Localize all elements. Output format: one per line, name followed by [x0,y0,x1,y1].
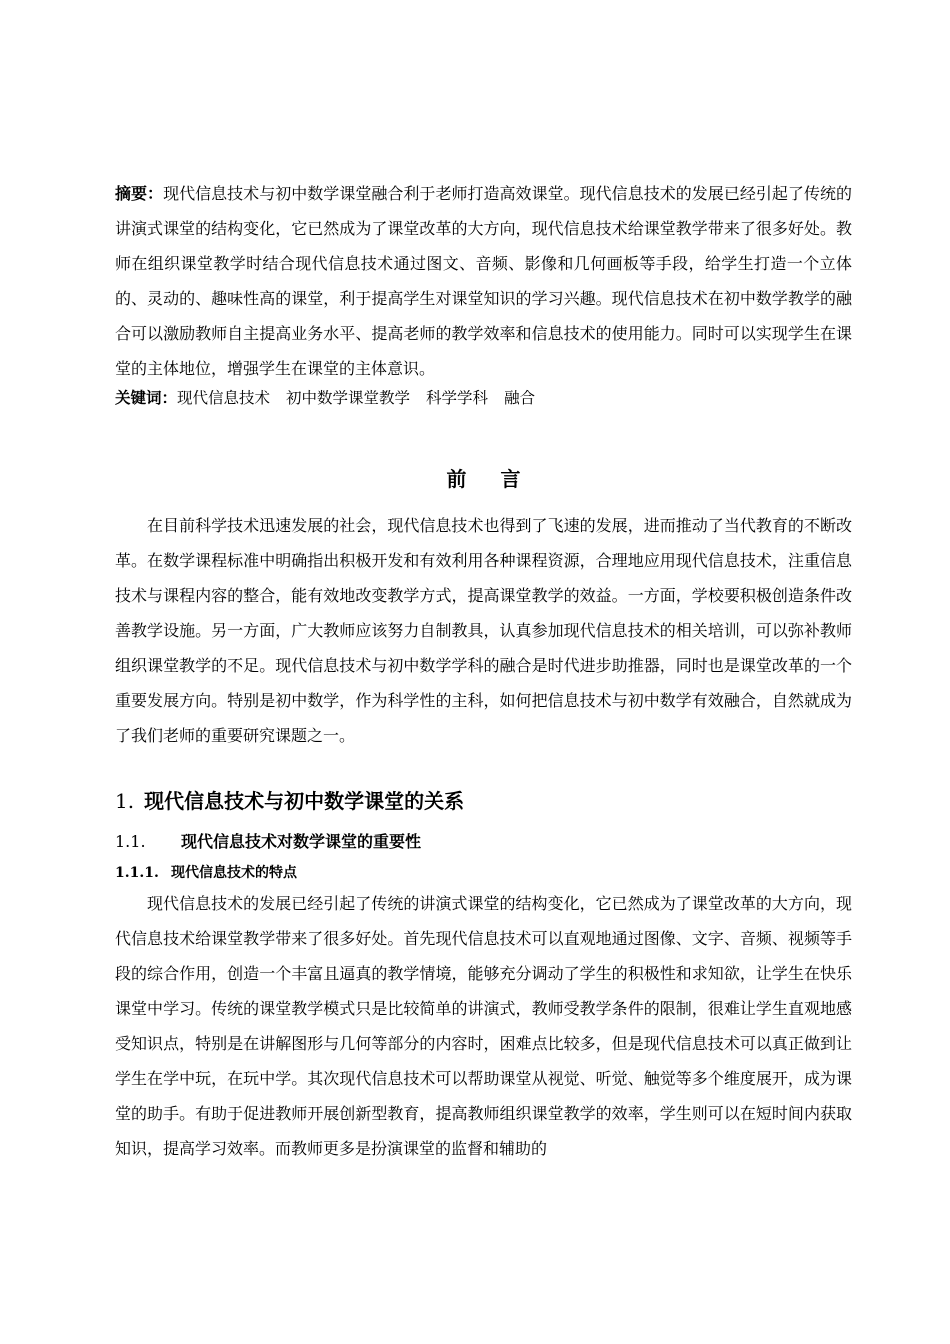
abstract-text: 现代信息技术与初中数学课堂融合利于老师打造高效课堂。现代信息技术的发展已经引起了传统的讲演式课堂的结构变化，它已然成为了课堂改革的大方向，现代信息技术给课堂教学带来了很多好处。教师在组织课堂教学时结合现代信息技术通过图文、音频、影像和几何画板等手段，给学生打造一个立体的、灵动的、趣味性高的课堂，利于提高学生对课堂知识的学习兴趣。现代信息技术在初中数学教学的融合可以激励教师自主提高业务水平、提高老师的教学效率和信息技术的使用能力。同时可以实现学生在课堂的主体地位，增强学生在课堂的主体意识。 [115,184,852,378]
abstract-label: 摘要： [115,184,164,203]
section-title: 现代信息技术与初中数学课堂的关系 [144,789,465,813]
keyword-item: 初中数学课堂教学 [286,389,411,407]
keyword-item: 科学学科 [426,389,489,407]
abstract-paragraph [115,176,852,386]
subsubsection-number: 1.1.1. [115,865,159,881]
keywords-line [115,386,852,410]
document-page [115,176,852,1166]
section-number: 1. [115,789,135,813]
preface-paragraph: 在目前科学技术迅速发展的社会，现代信息技术也得到了飞速的发展，进而推动了当代教育的不断改革。在数学课程标准中明确指出积极开发和有效利用各种课程资源，合理地应用现代信息技术，注重信息技术与课程内容的整合，能有效地改变教学方式，提高课堂教学的效益。一方面，学校要积极创造条件改善教学设施。另一方面，广大教师应该努力自制教具，认真参加现代信息技术的相关培训，可以弥补教师组织课堂教学的不足。现代信息技术与初中数学学科的融合是时代进步助推器，同时也是课堂改革的一个重要发展方向。特别是初中数学，作为科学性的主科，如何把信息技术与初中数学有效融合，自然就成为了我们老师的重要研究课题之一。 [115,516,852,745]
section-heading-1 [115,786,852,816]
keywords-label: 关键词： [115,388,178,407]
keyword-item: 融合 [504,389,536,407]
preface-title: 前言 [446,467,555,491]
subsubsection-heading-1-1-1 [115,860,852,886]
body-paragraph: 现代信息技术的发展已经引起了传统的讲演式课堂的结构变化，它已然成为了课堂改革的大方向，现代信息技术给课堂教学带来了很多好处。首先现代信息技术可以直观地通过图像、文字、音频、视频等手段的综合作用，创造一个丰富且逼真的教学情境，能够充分调动了学生的积极性和求知欲，让学生在快乐课堂中学习。传统的课堂教学模式只是比较简单的讲演式，教师受教学条件的限制，很难让学生直观地感受知识点，特别是在讲解图形与几何等部分的内容时，困难点比较多，但是现代信息技术可以真正做到让学生在学中玩，在玩中学。其次现代信息技术可以帮助课堂从视觉、听觉、触觉等多个维度展开，成为课堂的助手。有助于促进教师开展创新型教育，提高教师组织课堂教学的效率，学生则可以在短时间内获取知识，提高学习效率。而教师更多是扮演课堂的监督和辅助的 [115,894,852,1158]
subsubsection-title: 现代信息技术的特点 [171,865,297,881]
subsection-heading-1-1 [115,828,852,856]
subsection-number: 1.1. [115,832,146,851]
keyword-item: 现代信息技术 [177,389,271,407]
subsection-title: 现代信息技术对数学课堂的重要性 [181,832,422,851]
